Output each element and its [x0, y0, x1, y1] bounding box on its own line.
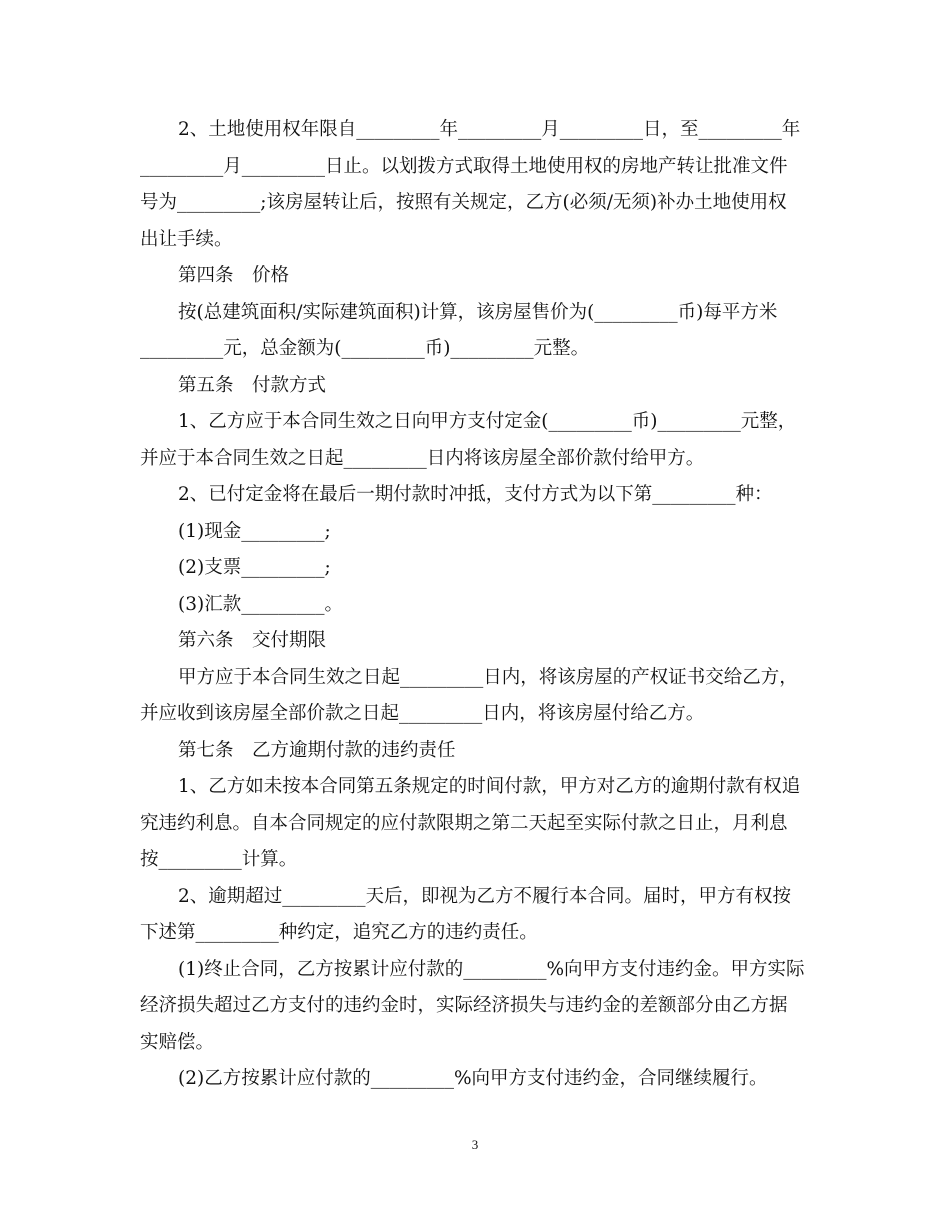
clause-line: 经济损失超过乙方支付的违约金时，实际经济损失与违约金的差额部分由乙方据 [140, 995, 788, 1016]
clause-line: 下述第_________种约定，追究乙方的违约责任。 [140, 922, 538, 943]
clause-line: 2、逾期超过_________天后，即视为乙方不履行本合同。届时，甲方有权按 [178, 885, 792, 907]
clause-line: 号为_________;该房屋转让后，按照有关规定，乙方(必须/无须)补办土地使用权 [140, 192, 787, 213]
clause-line: _________月_________日止。以划拨方式取得土地使用权的房地产转让批准文件 [140, 155, 788, 177]
clause-line: 1、乙方应于本合同生效之日向甲方支付定金(_________币)_________元整， [178, 411, 797, 432]
clause-line: 按_________计算。 [140, 849, 298, 870]
document-body [140, 112, 812, 1098]
clause-line: 出让手续。 [140, 228, 233, 250]
clause-line: 2、已付定金将在最后一期付款时冲抵，支付方式为以下第_________种： [178, 484, 773, 505]
payment-option-check: (2)支票_________; [178, 557, 331, 578]
clause-line: 按(总建筑面积/实际建筑面积)计算，该房屋售价为(_________币)每平方米 [178, 301, 778, 323]
article-heading: 第五条 付款方式 [178, 374, 327, 396]
clause-line: 1、乙方如未按本合同第五条规定的时间付款，甲方对乙方的逾期付款有权追 [178, 776, 801, 797]
clause-line: 并应收到该房屋全部价款之日起_________日内，将该房屋付给乙方。 [140, 703, 705, 724]
clause-line: 甲方应于本合同生效之日起_________日内，将该房屋的产权证书交给乙方， [178, 666, 798, 688]
clause-line: 究违约利息。自本合同规定的应付款限期之第二天起至实际付款之日止，月利息 [140, 812, 788, 834]
article-heading: 第七条 乙方逾期付款的违约责任 [178, 739, 456, 761]
clause-line: 2、土地使用权年限自_________年_________月_________日，至_________年 [178, 119, 801, 140]
payment-option-cash: (1)现金_________; [178, 520, 331, 542]
article-heading: 第六条 交付期限 [178, 630, 327, 651]
page-number: 3 [471, 1137, 479, 1152]
clause-line: 实赔偿。 [140, 1031, 215, 1053]
clause-line: (2)乙方按累计应付款的_________%向甲方支付违约金，合同继续履行。 [178, 1068, 768, 1089]
clause-line: (1)终止合同，乙方按累计应付款的_________%向甲方支付违约金。甲方实际 [178, 958, 805, 980]
clause-line: 并应于本合同生效之日起_________日内将该房屋全部价款付给甲方。 [140, 447, 705, 469]
article-heading: 第四条 价格 [178, 265, 290, 286]
payment-option-remittance: (3)汇款_________。 [178, 593, 343, 615]
clause-line: _________元，总金额为(_________币)_________元整。 [140, 338, 590, 359]
